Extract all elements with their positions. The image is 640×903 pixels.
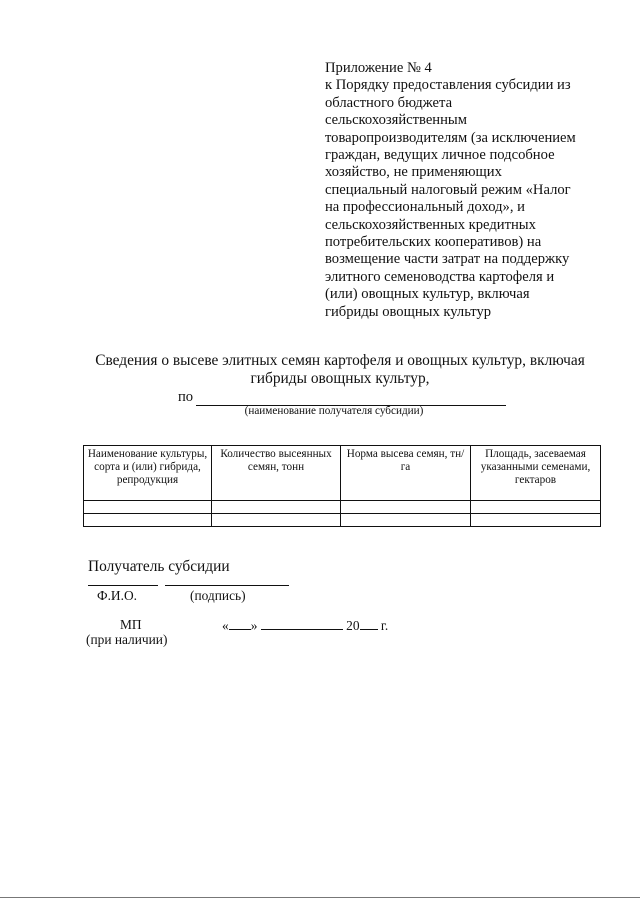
appendix-line: элитного семеноводства картофеля и <box>325 268 555 285</box>
signature-label: (подпись) <box>190 588 246 603</box>
table-row <box>84 501 601 514</box>
stamp-note: (при наличии) <box>86 632 168 647</box>
month-field[interactable] <box>261 617 343 630</box>
table-cell[interactable] <box>84 514 212 527</box>
appendix-line: товаропроизводителям (за исключением <box>325 129 576 146</box>
appendix-block <box>325 60 625 321</box>
appendix-line: областного бюджета <box>325 94 453 111</box>
table-cell[interactable] <box>212 501 341 514</box>
appendix-line: возмещение части затрат на поддержку <box>325 251 570 268</box>
recipient-heading: Получатель субсидии <box>88 558 230 575</box>
year-suffix: г. <box>380 618 389 633</box>
appendix-line: граждан, ведущих личное подсобное <box>325 147 555 164</box>
appendix-line: потребительских кооперативов) на <box>325 234 542 251</box>
day-field[interactable] <box>229 617 251 630</box>
recipient-name-hint: (наименование получателя субсидии) <box>244 405 424 417</box>
signature-line[interactable] <box>165 585 289 586</box>
appendix-line: (или) овощных культур, включая <box>325 286 530 303</box>
appendix-line: Приложение № 4 <box>325 60 432 76</box>
appendix-line: хозяйство, не применяющих <box>325 164 502 181</box>
document-title <box>70 352 610 388</box>
fio-label: Ф.И.О. <box>97 588 137 603</box>
column-header-quantity: Количество высеянных семян, тонн <box>212 446 341 501</box>
appendix-line: сельскохозяйственных кредитных <box>325 216 536 233</box>
appendix-line: к Порядку предоставления субсидии из <box>325 77 571 94</box>
table-cell[interactable] <box>84 501 212 514</box>
year-field[interactable] <box>360 617 378 630</box>
fio-line[interactable] <box>88 585 158 586</box>
column-header-crop: Наименование культуры, сорта и (или) гибрида, репродукция <box>84 446 212 501</box>
table-row <box>84 514 601 527</box>
year-prefix: 20 <box>346 618 360 633</box>
stamp-label: МП <box>120 617 142 632</box>
appendix-line: на профессиональный доход», и <box>325 199 525 216</box>
table-header-row <box>84 446 601 501</box>
recipient-name-row <box>178 388 506 406</box>
column-header-rate: Норма высева семян, тн/га <box>341 446 471 501</box>
date-open-quote: « <box>222 618 229 633</box>
page-bottom-rule <box>0 897 640 898</box>
appendix-line: гибриды овощных культур <box>325 303 492 320</box>
seeding-table <box>83 445 601 527</box>
recipient-prefix: по <box>178 389 194 405</box>
title-line-2: гибриды овощных культур, <box>250 370 430 387</box>
column-header-area: Площадь, засеваемая указанными семенами, гектаров <box>471 446 601 501</box>
appendix-line: специальный налоговый режим «Налог <box>325 181 571 198</box>
table-cell[interactable] <box>471 501 601 514</box>
table-cell[interactable] <box>341 501 471 514</box>
date-close-quote: » <box>250 618 258 633</box>
table-cell[interactable] <box>471 514 601 527</box>
table-cell[interactable] <box>341 514 471 527</box>
date-row <box>222 617 388 634</box>
title-line-1: Сведения о высеве элитных семян картофеля и овощных культур, включая <box>95 352 585 369</box>
appendix-line: сельскохозяйственным <box>325 112 467 129</box>
recipient-name-field[interactable] <box>196 391 506 406</box>
table-cell[interactable] <box>212 514 341 527</box>
